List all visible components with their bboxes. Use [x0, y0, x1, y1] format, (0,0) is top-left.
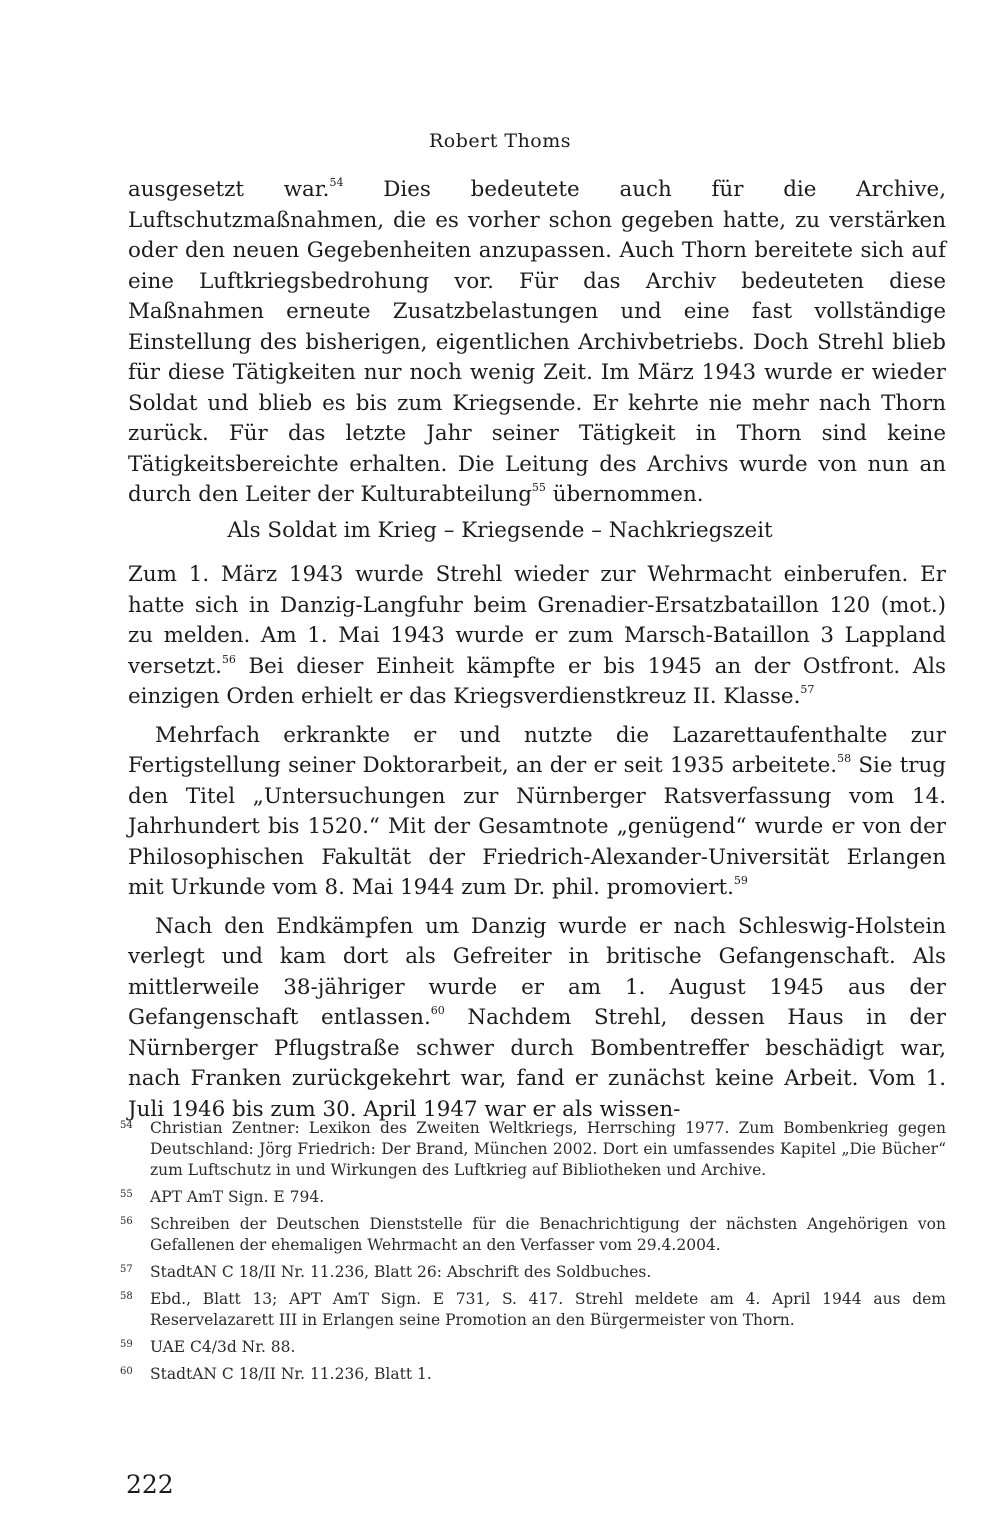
paragraph-2-text: Zum 1. März 1943 wurde Strehl wieder zur Wehrmacht einberufen. Er hatte sich in Danzig-Langfuhr beim Grenadier-Ersatzbataillon 120 (mot.) zu melden. Am 1. Mai 1943 wurde er zum Marsch-Bataillon 3 Lappland versetzt.: [128, 562, 946, 679]
paragraph-2: [128, 560, 946, 713]
paragraph-4-text: Nach den Endkämpfen um Danzig wurde er nach Schleswig-Holstein verlegt und kam dort als Gefreiter in britische Gefangenschaft. Als mittlerweile 38-jähriger wurde er am 1. August 1945 aus der Gefangenschaft entlassen.: [128, 913, 946, 1030]
footnote: [120, 1187, 946, 1208]
footnote-number: 59: [120, 1339, 133, 1350]
page-number: 222: [126, 1470, 174, 1499]
body-text-section: [128, 560, 946, 1125]
footnote: [120, 1289, 946, 1331]
footnote-text: Schreiben der Deutschen Dienststelle für die Benachrichtigung der nächsten Angehörigen von Gefallenen der ehemaligen Wehrmacht an den Verfasser vom 29.4.2004.: [150, 1215, 946, 1254]
footnote-ref-55: 55: [531, 481, 546, 494]
footnote-number: 57: [120, 1264, 133, 1275]
paragraph-1-text: Dies bedeutete auch für die Archive, Luftschutzmaßnahmen, die es vorher schon gegeben hatte, zu verstärken oder den neuen Gegebenheiten anzupassen. Auch Thorn bereitete sich auf eine Luftkriegsbedrohung vor. Für das Archiv bedeuteten diese Maßnahmen erneute Zusatzbelastungen und eine fast vollständige Einstellung des bisherigen, eigentlichen Archivbetriebs. Doch Strehl blieb für diese Tätigkeiten nur noch wenig Zeit. Im März 1943 wurde er wieder Soldat und blieb es bis zum Kriegsende. Er kehrte nie mehr nach Thorn zurück. Für das letzte Jahr seiner Tätigkeit in Thorn sind keine Tätigkeitsbereichte erhalten. Die Leitung des Archivs wurde von nun an durch den Leiter der Kulturabteilung: [128, 177, 946, 507]
footnote: [120, 1214, 946, 1256]
footnote-text: StadtAN C 18/II Nr. 11.236, Blatt 1.: [150, 1365, 432, 1383]
section-heading: Als Soldat im Krieg – Kriegsende – Nachkriegszeit: [227, 518, 773, 543]
footnote-text: UAE C4/3d Nr. 88.: [150, 1338, 296, 1356]
footnote-number: 60: [120, 1366, 133, 1377]
paragraph-2-text: Bei dieser Einheit kämpfte er bis 1945 an der Ostfront. Als einzigen Orden erhielt er das Kriegsverdienstkreuz II. Klasse.: [128, 653, 946, 709]
footnote: [120, 1118, 946, 1181]
footnote-ref-58: 58: [837, 752, 852, 765]
footnote-ref-56: 56: [221, 652, 236, 666]
paragraph-4: [128, 912, 946, 1126]
paragraph-4-text: Nachdem Strehl, dessen Haus in der Nürnberger Pflugstraße schwer durch Bombentreffer beschädigt war, nach Franken zurückgekehrt war, fand er zunächst keine Arbeit. Vom 1. Juli 1946 bis zum 30. April 1947 war er als wissen-: [128, 1005, 947, 1122]
paragraph-3-text: Sie trug den Titel „Untersuchungen zur Nürnberger Ratsverfassung vom 14. Jahrhundert bis 1520.“ Mit der Gesamtnote „genügend“ wurde er von der Philosophischen Fakultät der Friedrich-Alexander-Universität Erlangen mit Urkunde vom 8. Mai 1944 zum Dr. phil. promoviert.: [128, 753, 947, 900]
body-text-top: [128, 175, 946, 511]
paragraph-1-text: übernommen.: [545, 482, 704, 507]
footnote-text: Christian Zentner: Lexikon des Zweiten Weltkriegs, Herrsching 1977. Zum Bombenkrieg gegen Deutschland: Jörg Friedrich: Der Brand, München 2002. Dort ein umfassendes Kapitel „Die Bücher“ zum Luftschutz in und Wirkungen des Luftkrieg auf Bibliotheken und Archive.: [150, 1119, 946, 1179]
footnote: [120, 1364, 946, 1385]
footnote-ref-59: 59: [733, 874, 748, 887]
footnote-ref-57: 57: [800, 683, 815, 696]
footnote: [120, 1337, 946, 1358]
footnote-number: 55: [120, 1189, 133, 1200]
paragraph-1: [128, 175, 946, 511]
footnote-number: 58: [120, 1291, 133, 1302]
running-head: Robert Thoms: [428, 130, 572, 152]
paragraph-3: [128, 721, 946, 904]
paragraph-3-text: Mehrfach erkrankte er und nutzte die Lazarettaufenthalte zur Fertigstellung seiner Doktorarbeit, an der er seit 1935 arbeitete.: [128, 722, 946, 778]
paragraph-1-text: ausgesetzt war.: [128, 177, 330, 202]
footnote-ref-60: 60: [430, 1004, 445, 1017]
footnote-text: Ebd., Blatt 13; APT AmT Sign. E 731, S. 417. Strehl meldete am 4. April 1944 aus dem Reservelazarett III in Erlangen seine Promotion an den Bürgermeister von Thorn.: [150, 1290, 946, 1329]
footnote-number: 56: [120, 1216, 133, 1227]
footnote: [120, 1262, 946, 1283]
footnotes: [120, 1118, 946, 1391]
footnote-text: APT AmT Sign. E 794.: [150, 1188, 325, 1206]
footnote-ref-54: 54: [329, 176, 344, 189]
footnote-number: 54: [120, 1120, 133, 1131]
footnote-text: StadtAN C 18/II Nr. 11.236, Blatt 26: Abschrift des Soldbuches.: [150, 1263, 652, 1281]
